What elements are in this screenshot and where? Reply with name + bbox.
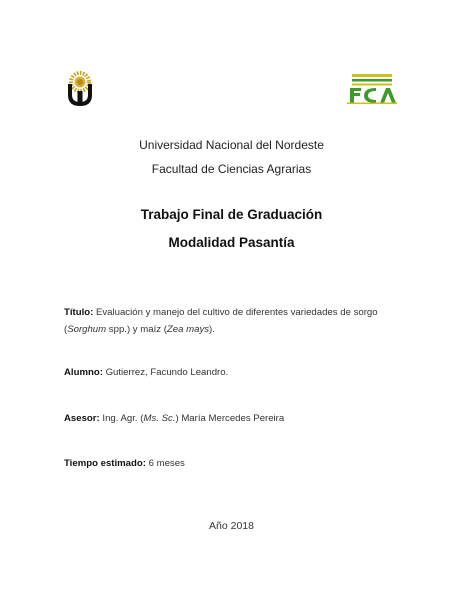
field-titulo-continued: (Sorghum spp.) y maíz (Zea mays).	[64, 324, 215, 335]
field-tiempo	[64, 455, 185, 472]
tiempo-value: 6 meses	[145, 458, 185, 469]
field-titulo	[64, 304, 378, 321]
alumno-value: Gutierrez, Facundo Leandro.	[102, 367, 229, 378]
titulo-zea: Zea mays	[166, 324, 210, 335]
fca-logo-icon	[346, 74, 398, 104]
asesor-label: Asesor:	[64, 413, 100, 424]
titulo-text: Evaluación y manejo del cultivo de diferentes variedades de sorgo	[93, 307, 378, 318]
document-year: Año 2018	[209, 520, 254, 532]
document-subtitle: Modalidad Pasantía	[168, 235, 295, 250]
faculty-name: Facultad de Ciencias Agrarias	[151, 162, 312, 176]
titulo-label: Título:	[64, 307, 94, 318]
field-alumno	[64, 364, 228, 381]
seal-sun-rays	[71, 73, 89, 91]
titulo-sorghum: Sorghum	[67, 324, 107, 335]
field-asesor: Asesor: Ing. Agr. (Ms. Sc.) María Mercedes Pereira	[64, 413, 285, 424]
asesor-degree: Ms. Sc.	[143, 413, 176, 424]
alumno-label: Alumno:	[64, 367, 103, 378]
university-name: Universidad Nacional del Nordeste	[139, 138, 324, 152]
document-title: Trabajo Final de Graduación	[140, 207, 323, 222]
tiempo-label: Tiempo estimado:	[64, 458, 146, 469]
asesor-value: ) María Mercedes Pereira	[175, 413, 285, 424]
seal-center-bar	[78, 91, 83, 102]
university-seal-icon	[62, 70, 98, 108]
